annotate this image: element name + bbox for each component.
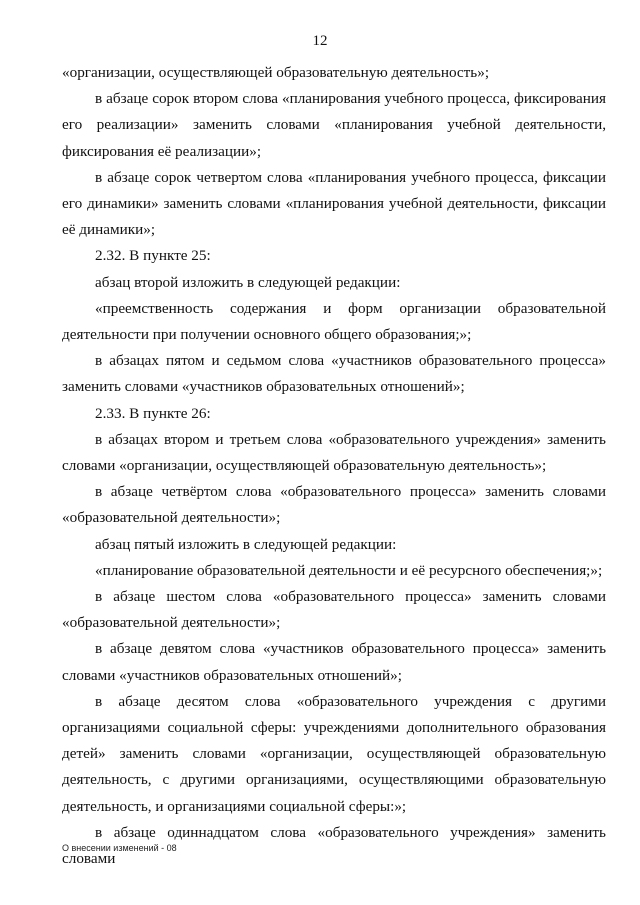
paragraph: в абзаце шестом слова «образовательного процесса» заменить словами «образовательной деятельности»;	[62, 588, 606, 632]
paragraph: «организации, осуществляющей образовательную деятельность»;	[62, 64, 490, 81]
paragraph: «преемственность содержания и форм организации образовательной деятельности при получении основного общего образования;»;	[62, 299, 606, 344]
paragraph: в абзаце сорок втором слова «планирования учебного процесса, фиксирования его реализации» заменить словами «планирования учебной деятельности, фиксирования её реализации»;	[62, 90, 606, 160]
paragraph: в абзаце одиннадцатом слова «образовательного учреждения» заменить словами	[62, 823, 606, 868]
paragraph: абзац пятый изложить в следующей редакции:	[95, 535, 397, 553]
footer-note: О внесении изменений - 08	[62, 843, 177, 853]
page-number: 12	[312, 33, 328, 49]
paragraph: в абзацах пятом и седьмом слова «участников образовательного процесса» заменить словами «участников образовательных отношений»;	[62, 352, 606, 396]
paragraph: в абзаце четвёртом слова «образовательного процесса» заменить словами «образовательной деятельности»;	[62, 483, 606, 527]
paragraph: в абзацах втором и третьем слова «образовательного учреждения» заменить словами «организации, осуществляющей образовательную деятельность»;	[62, 430, 606, 475]
paragraph: 2.33. В пункте 26:	[95, 404, 211, 422]
document-body	[62, 60, 606, 872]
paragraph: в абзаце десятом слова «образовательного учреждения с другими организациями социальной сферы: учреждениями дополнительного образования детей» заменить словами «организации, осуществляющей образовательную деятельность, с другими организациями, осуществляющими образовательную деятельность, и организациями социальной сферы:»;	[62, 692, 606, 815]
paragraph: 2.32. В пункте 25:	[95, 247, 211, 265]
paragraph: в абзаце девятом слова «участников образовательного процесса» заменить словами «участников образовательных отношений»;	[62, 640, 606, 684]
paragraph: в абзаце сорок четвертом слова «планирования учебного процесса, фиксации его динамики» заменить словами «планирования учебной деятельности, фиксации её динамики»;	[62, 168, 606, 239]
paragraph: абзац второй изложить в следующей редакции:	[95, 273, 401, 291]
paragraph: «планирование образовательной деятельности и её ресурсного обеспечения;»;	[95, 561, 603, 579]
